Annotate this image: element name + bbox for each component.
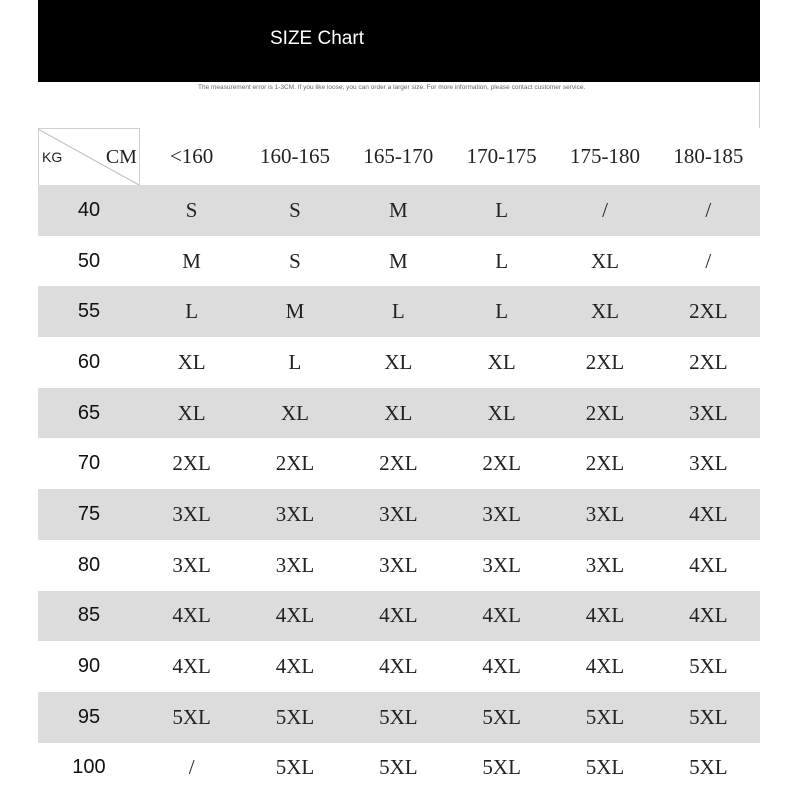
weight-cell: 80	[77, 553, 101, 576]
column-header: 160-165	[259, 144, 330, 168]
size-cell: XL	[591, 299, 619, 324]
size-cell: 5XL	[482, 704, 521, 729]
table-row	[38, 185, 760, 236]
size-cell: 2XL	[275, 451, 315, 476]
column-header: 175-180	[570, 144, 640, 168]
size-cell: 2XL	[482, 451, 521, 476]
row-axis-label: KG	[42, 149, 63, 165]
size-cell: XL	[177, 400, 206, 425]
size-cell: XL	[177, 349, 206, 374]
size-cell: 5XL	[482, 755, 521, 780]
size-cell: M	[285, 299, 305, 324]
size-cell: 5XL	[689, 654, 728, 679]
size-cell: XL	[384, 400, 413, 425]
column-axis-label: CM	[105, 146, 137, 168]
size-cell: 3XL	[689, 400, 728, 425]
size-cell: L	[495, 197, 509, 222]
size-cell: XL	[591, 248, 619, 273]
size-cell: 4XL	[379, 603, 418, 628]
weight-cell: 90	[77, 655, 101, 678]
size-cell: 3XL	[172, 501, 211, 526]
weight-cell: 60	[77, 350, 101, 373]
table-header-row	[38, 128, 760, 185]
size-cell: /	[602, 197, 608, 222]
size-cell: 4XL	[689, 552, 728, 577]
size-cell: 3XL	[585, 552, 625, 577]
size-cell: 4XL	[172, 603, 211, 628]
table-row	[38, 540, 760, 591]
size-cell: XL	[384, 349, 413, 374]
column-header: <160	[169, 144, 214, 168]
size-cell: XL	[487, 400, 516, 425]
size-cell: 4XL	[172, 654, 211, 679]
size-cell: 2XL	[172, 451, 211, 476]
size-cell: 3XL	[585, 501, 625, 526]
size-cell: 3XL	[379, 552, 418, 577]
size-cell: /	[705, 248, 712, 273]
size-cell: 3XL	[482, 552, 521, 577]
column-header: 170-175	[466, 144, 537, 168]
size-cell: 2XL	[585, 349, 625, 374]
size-cell: 5XL	[585, 755, 625, 780]
column-header: 165-170	[363, 144, 434, 168]
table-row	[38, 641, 760, 692]
table-row	[38, 388, 760, 439]
size-cell: L	[185, 299, 199, 324]
size-table	[38, 128, 760, 793]
column-header: 180-185	[673, 144, 744, 168]
size-cell: 4XL	[585, 603, 625, 628]
size-cell: 5XL	[275, 755, 315, 780]
size-cell: 4XL	[275, 603, 315, 628]
weight-cell: 55	[77, 300, 101, 323]
size-cell: 2XL	[689, 349, 728, 374]
size-cell: 3XL	[275, 501, 315, 526]
header-banner	[38, 0, 760, 82]
size-cell: 5XL	[379, 704, 418, 729]
table-row	[38, 591, 760, 642]
size-cell: 4XL	[482, 603, 521, 628]
size-cell: L	[288, 349, 302, 374]
size-cell: XL	[487, 349, 516, 374]
table-corner-cell	[38, 128, 140, 185]
size-cell: 4XL	[379, 654, 418, 679]
weight-cell: 100	[72, 756, 106, 779]
size-cell: S	[185, 197, 198, 222]
size-cell: L	[495, 248, 509, 273]
table-row	[38, 489, 760, 540]
divider	[759, 82, 760, 128]
size-cell: XL	[280, 400, 309, 425]
size-cell: 2XL	[689, 299, 728, 324]
size-cell: 5XL	[275, 704, 315, 729]
table-body	[38, 185, 760, 793]
size-cell: L	[391, 299, 405, 324]
size-cell: 5XL	[689, 704, 728, 729]
size-cell: 4XL	[689, 501, 728, 526]
table-row	[38, 692, 760, 743]
size-cell: 3XL	[275, 552, 315, 577]
measurement-note: The measurement error is 1-3CM. If you like loose, you can order a larger size. For more information, please contact customer service.	[198, 84, 586, 91]
table-row	[38, 286, 760, 337]
weight-cell: 65	[77, 401, 101, 424]
size-cell: 5XL	[379, 755, 418, 780]
weight-cell: 85	[77, 604, 101, 627]
size-cell: 5XL	[172, 704, 211, 729]
size-cell: S	[289, 248, 301, 273]
size-cell: M	[388, 197, 408, 222]
weight-cell: 70	[77, 452, 101, 475]
size-cell: M	[182, 248, 201, 273]
size-cell: S	[289, 197, 301, 222]
size-cell: 4XL	[585, 654, 625, 679]
size-cell: /	[188, 755, 195, 780]
size-cell: 3XL	[689, 451, 728, 476]
weight-cell: 50	[77, 249, 101, 272]
table-row	[38, 743, 760, 794]
size-cell: 2XL	[585, 451, 625, 476]
size-cell: 5XL	[585, 704, 625, 729]
size-cell: 3XL	[172, 552, 211, 577]
weight-cell: 95	[77, 705, 101, 728]
weight-cell: 75	[77, 502, 101, 525]
weight-cell: 40	[77, 198, 101, 221]
size-cell: /	[705, 197, 712, 222]
size-cell: 4XL	[482, 654, 521, 679]
size-cell: 3XL	[482, 501, 521, 526]
page-title: SIZE Chart	[270, 28, 364, 49]
size-cell: M	[388, 248, 408, 273]
size-cell: 4XL	[689, 603, 728, 628]
size-cell: 5XL	[689, 755, 728, 780]
size-cell: 2XL	[379, 451, 418, 476]
table-row	[38, 438, 760, 489]
table-row	[38, 236, 760, 287]
table-row	[38, 337, 760, 388]
size-cell: L	[495, 299, 509, 324]
size-cell: 2XL	[585, 400, 625, 425]
size-cell: 4XL	[275, 654, 315, 679]
size-cell: 3XL	[379, 501, 418, 526]
